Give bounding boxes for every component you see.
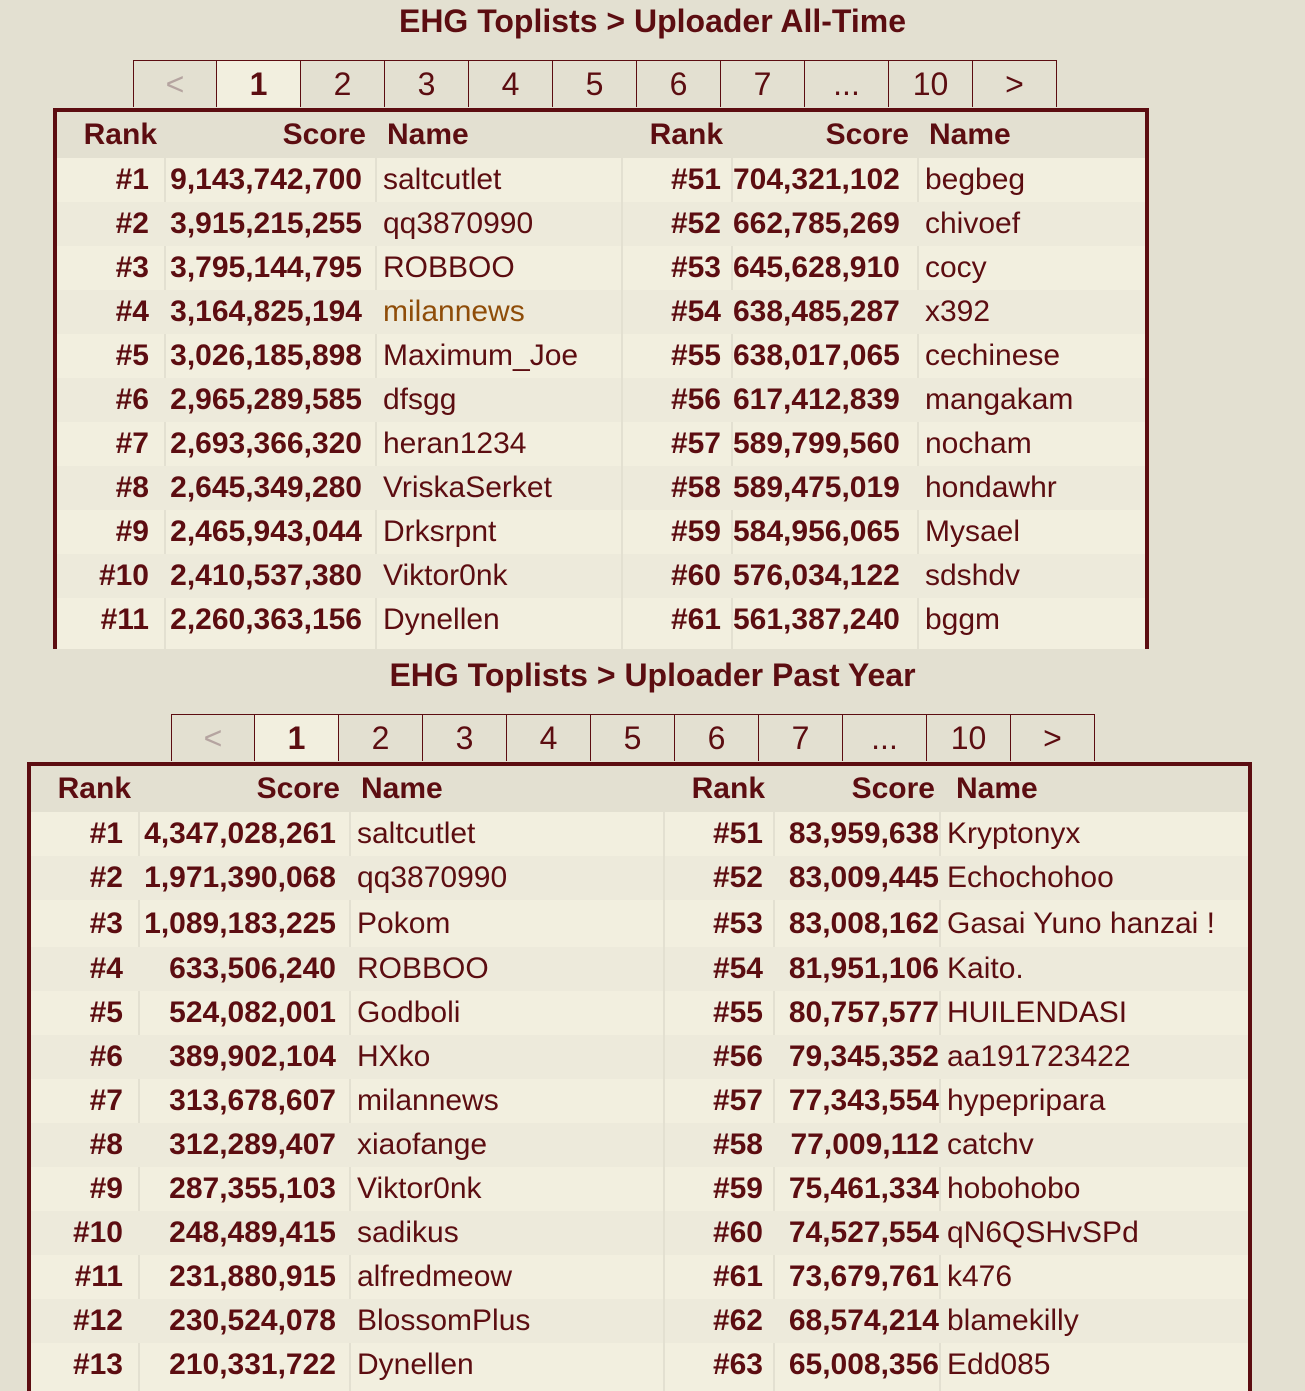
user-link[interactable]: bggm [925,603,1001,636]
score-cell: 68,574,214 [788,1304,939,1337]
name-cell [947,900,1215,947]
name-cell [947,1167,1080,1211]
score-cell: 645,628,910 [733,251,900,284]
table-row [665,1211,1252,1255]
rank-cell: #4 [89,952,123,985]
name-cell [925,598,1000,642]
section-title: EHG Toplists > Uploader Past Year [389,657,916,693]
user-link[interactable]: Godboli [357,996,461,1029]
page-10-button[interactable]: 10 [889,61,973,107]
name-cell [947,947,1024,991]
rank-cell: #4 [115,295,149,328]
page-3-button[interactable]: 3 [423,715,507,761]
score-cell: 74,527,554 [788,1216,939,1249]
pagination [133,60,1057,107]
user-link[interactable]: ROBBOO [383,251,515,284]
name-cell [947,1211,1139,1255]
table-row [31,1211,665,1255]
rank-cell: #63 [712,1348,763,1381]
user-link[interactable]: blamekilly [947,1304,1079,1337]
rank-cell: #13 [72,1348,123,1381]
name-cell [383,378,456,422]
table-row [57,466,623,510]
user-link[interactable]: Viktor0nk [357,1172,482,1205]
name-cell [383,466,552,510]
name-cell [383,290,525,334]
user-link[interactable]: hypepripara [947,1084,1106,1117]
user-link[interactable]: saltcutlet [357,817,476,850]
table-row [665,1167,1252,1211]
score-cell: 210,331,722 [169,1348,336,1381]
header-rank: Rank [649,118,723,151]
table-row [665,812,1252,856]
score-cell: 312,289,407 [169,1128,336,1161]
score-cell: 3,164,825,194 [170,295,362,328]
toplist-table [27,762,1252,1391]
rank-cell: #6 [115,383,149,416]
rank-cell: #60 [712,1216,763,1249]
name-cell [383,598,500,642]
table-row [665,1299,1252,1343]
rank-cell: #3 [89,907,123,940]
header-name: Name [387,118,469,151]
score-cell: 248,489,415 [169,1216,336,1249]
name-cell [357,1079,499,1123]
rank-cell: #51 [670,163,721,196]
rank-cell: #57 [670,427,721,460]
score-cell: 2,965,289,585 [170,383,362,416]
table-row [31,991,665,1035]
name-cell [357,1255,512,1299]
name-cell [383,202,533,246]
left-column [31,812,665,1391]
name-cell [357,991,460,1035]
name-cell [357,1035,430,1079]
table-row [57,378,623,422]
name-cell [357,1167,482,1211]
rank-cell: #62 [712,1304,763,1337]
rank-cell: #60 [670,559,721,592]
header-name: Name [956,772,1038,805]
rank-cell: #6 [89,1040,123,1073]
user-link[interactable]: chivoef [925,207,1021,240]
rank-cell: #5 [115,339,149,372]
score-cell: 638,485,287 [733,295,900,328]
user-link[interactable]: qN6QSHvSPd [947,1216,1139,1249]
score-cell: 584,956,065 [733,515,900,548]
rank-cell: #1 [115,163,149,196]
table-row [31,812,665,856]
table-row [623,202,1145,246]
table-row [57,246,623,290]
name-cell [947,1035,1131,1079]
header-score: Score [825,118,909,151]
user-link[interactable]: qq3870990 [357,861,508,894]
rank-cell: #2 [115,207,149,240]
name-cell [925,466,1057,510]
table-row [665,1123,1252,1167]
name-cell [357,856,507,900]
page-1-button[interactable]: 1 [255,715,339,761]
page-next-button[interactable]: > [1011,715,1095,761]
table-row [623,554,1145,598]
name-cell [357,947,489,991]
score-cell: 1,971,390,068 [144,861,336,894]
user-link[interactable]: sdshdv [925,559,1021,592]
user-link[interactable]: Edd085 [947,1348,1051,1381]
score-cell: 80,757,577 [788,996,939,1029]
section-title: EHG Toplists > Uploader All-Time [398,3,907,39]
header-score: Score [851,772,935,805]
table-row [665,991,1252,1035]
user-link[interactable]: Kaito. [947,952,1024,985]
name-cell [925,158,1025,202]
rank-cell: #55 [670,339,721,372]
page-4-button[interactable]: 4 [507,715,591,761]
table-row [31,1299,665,1343]
rank-cell: #53 [712,907,763,940]
rank-cell: #58 [670,471,721,504]
name-cell [925,510,1020,554]
table-row [623,422,1145,466]
user-link[interactable]: begbeg [925,163,1026,196]
rank-cell: #12 [72,1304,123,1337]
name-cell [357,1343,474,1387]
rank-cell: #55 [712,996,763,1029]
page-ellipsis[interactable]: ... [805,61,889,107]
user-link[interactable]: hobohobo [947,1172,1081,1205]
user-link[interactable]: qq3870990 [383,207,534,240]
user-link[interactable]: cocy [925,251,987,284]
user-link[interactable]: milannews [383,295,525,328]
table-row [623,378,1145,422]
page-2-button[interactable]: 2 [339,715,423,761]
right-column [665,812,1252,1391]
rank-cell: #10 [98,559,149,592]
table-header [57,112,1145,158]
page-6-button[interactable]: 6 [675,715,759,761]
table-row [623,246,1145,290]
user-link[interactable]: mangakam [925,383,1074,416]
user-link[interactable]: Mysael [925,515,1021,548]
table-header [31,766,1248,812]
name-cell [357,1123,487,1167]
score-cell: 3,795,144,795 [170,251,362,284]
rank-cell: #7 [115,427,149,460]
rank-cell: #56 [712,1040,763,1073]
score-cell: 638,017,065 [733,339,900,372]
rank-cell: #54 [670,295,721,328]
score-cell: 73,679,761 [788,1260,939,1293]
name-cell [383,246,515,290]
table-row [665,900,1252,947]
user-link[interactable]: Dynellen [357,1348,474,1381]
page-prev-button[interactable]: < [171,715,255,761]
toplist-table [53,108,1149,649]
user-link[interactable]: cechinese [925,339,1061,372]
table-row [665,947,1252,991]
rank-cell: #3 [115,251,149,284]
score-cell: 313,678,607 [169,1084,336,1117]
rank-cell: #8 [115,471,149,504]
page-next-button[interactable]: > [973,61,1057,107]
name-cell [357,1211,459,1255]
score-cell: 633,506,240 [169,952,336,985]
user-link[interactable]: Viktor0nk [383,559,508,592]
right-column [623,158,1145,649]
rank-cell: #51 [712,817,763,850]
user-link[interactable]: Drksrpnt [383,515,497,548]
name-cell [357,900,450,947]
header-rank: Rank [57,772,131,805]
name-cell [925,202,1020,246]
user-link[interactable]: Kryptonyx [947,817,1081,850]
page-ellipsis[interactable]: ... [843,715,927,761]
score-cell: 1,089,183,225 [144,907,336,940]
rank-cell: #11 [100,603,149,636]
score-cell: 3,915,215,255 [170,207,362,240]
left-column [57,158,623,649]
name-cell [947,991,1127,1035]
rank-cell: #61 [670,603,721,636]
name-cell [925,334,1060,378]
column-divider [663,812,665,1391]
table-row [623,334,1145,378]
user-link[interactable]: hondawhr [925,471,1057,504]
name-cell [947,1343,1050,1387]
rank-cell: #7 [89,1084,123,1117]
table-row [623,598,1145,642]
table-row [665,1035,1252,1079]
score-cell: 589,799,560 [733,427,900,460]
table-row [623,466,1145,510]
score-cell: 81,951,106 [788,952,939,985]
table-row [31,900,665,947]
user-link[interactable]: milannews [357,1084,499,1117]
page-prev-button[interactable]: < [133,61,217,107]
table-row [31,1167,665,1211]
user-link[interactable]: sadikus [357,1216,459,1249]
score-cell: 2,260,363,156 [170,603,362,636]
rank-cell: #56 [670,383,721,416]
score-cell: 231,880,915 [169,1260,336,1293]
score-cell: 2,465,943,044 [170,515,362,548]
score-cell: 589,475,019 [733,471,900,504]
page-2-button[interactable]: 2 [301,61,385,107]
score-cell: 83,009,445 [788,861,939,894]
score-cell: 83,959,638 [788,817,939,850]
header-score: Score [256,772,340,805]
table-row [31,1343,665,1387]
name-cell [383,422,526,466]
score-cell: 77,343,554 [788,1084,939,1117]
score-cell: 287,355,103 [169,1172,336,1205]
page-6-button[interactable]: 6 [637,61,721,107]
name-cell [357,812,475,856]
rank-cell: #58 [712,1128,763,1161]
page-4-button[interactable]: 4 [469,61,553,107]
name-cell [947,856,1114,900]
page-5-button[interactable]: 5 [553,61,637,107]
score-cell: 576,034,122 [733,559,900,592]
user-link[interactable]: Dynellen [383,603,500,636]
name-cell [925,246,987,290]
page-3-button[interactable]: 3 [385,61,469,107]
name-cell [383,334,578,378]
name-cell [925,290,990,334]
user-link[interactable]: VriskaSerket [383,471,552,504]
name-cell [947,812,1080,856]
table-row [623,510,1145,554]
table-row [57,158,623,202]
user-link[interactable]: heran1234 [383,427,527,460]
user-link[interactable]: aa191723422 [947,1040,1131,1073]
user-link[interactable]: xiaofange [357,1128,488,1161]
table-row [665,856,1252,900]
rank-cell: #52 [670,207,721,240]
header-rank: Rank [83,118,157,151]
user-link[interactable]: Maximum_Joe [383,339,579,372]
user-link[interactable]: dfsgg [383,383,457,416]
user-link[interactable]: ROBBOO [357,952,489,985]
table-row [57,422,623,466]
table-row [57,334,623,378]
table-row [623,158,1145,202]
score-cell: 2,410,537,380 [170,559,362,592]
user-link[interactable]: nocham [925,427,1032,460]
page-7-button[interactable]: 7 [721,61,805,107]
table-row [57,598,623,642]
rank-cell: #53 [670,251,721,284]
table-row [665,1343,1252,1387]
score-cell: 389,902,104 [169,1040,336,1073]
name-cell [383,510,496,554]
rank-cell: #52 [712,861,763,894]
page-7-button[interactable]: 7 [759,715,843,761]
page-10-button[interactable]: 10 [927,715,1011,761]
table-row [31,1255,665,1299]
name-cell [947,1123,1034,1167]
score-cell: 65,008,356 [788,1348,939,1381]
header-score: Score [282,118,366,151]
score-cell: 75,461,334 [788,1172,939,1205]
table-row [31,1035,665,1079]
rank-cell: #54 [712,952,763,985]
user-link[interactable]: k476 [947,1260,1013,1293]
rank-cell: #61 [712,1260,763,1293]
user-link[interactable]: Pokom [357,907,451,940]
page-1-button[interactable]: 1 [217,61,301,107]
table-row [57,290,623,334]
header-name: Name [929,118,1011,151]
name-cell [383,554,508,598]
name-cell [925,378,1073,422]
score-cell: 4,347,028,261 [144,817,336,850]
score-cell: 524,082,001 [169,996,336,1029]
rank-cell: #11 [74,1260,123,1293]
table-row [665,1255,1252,1299]
user-link[interactable]: catchv [947,1128,1034,1161]
table-row [57,202,623,246]
user-link[interactable]: HXko [357,1040,431,1073]
user-link[interactable]: BlossomPlus [357,1304,531,1337]
score-cell: 230,524,078 [169,1304,336,1337]
rank-cell: #5 [89,996,123,1029]
table-row [57,554,623,598]
score-cell: 77,009,112 [790,1128,939,1161]
name-cell [357,1299,530,1343]
table-row [623,290,1145,334]
rank-cell: #9 [89,1172,123,1205]
name-cell [947,1079,1105,1123]
rank-cell: #1 [89,817,123,850]
column-divider [621,158,623,649]
table-row [57,510,623,554]
table-row [31,947,665,991]
name-cell [383,158,501,202]
score-cell: 9,143,742,700 [170,163,362,196]
table-row [31,856,665,900]
name-cell [947,1255,1012,1299]
rank-cell: #2 [89,861,123,894]
rank-cell: #59 [712,1172,763,1205]
score-cell: 3,026,185,898 [170,339,362,372]
user-link[interactable]: alfredmeow [357,1260,513,1293]
rank-cell: #57 [712,1084,763,1117]
table-row [31,1123,665,1167]
name-cell [925,554,1020,598]
user-link[interactable]: HUILENDASI [947,996,1128,1029]
score-cell: 2,693,366,320 [170,427,362,460]
user-link[interactable]: Echochohoo [947,861,1114,894]
table-row [665,1079,1252,1123]
page-5-button[interactable]: 5 [591,715,675,761]
user-link[interactable]: x392 [925,295,991,328]
name-cell [947,1299,1079,1343]
user-link[interactable]: Gasai Yuno hanzai ! [947,907,1215,940]
score-cell: 2,645,349,280 [170,471,362,504]
user-link[interactable]: saltcutlet [383,163,502,196]
score-cell: 617,412,839 [733,383,900,416]
name-cell [925,422,1032,466]
score-cell: 704,321,102 [733,163,900,196]
score-cell: 561,387,240 [733,603,900,636]
score-cell: 79,345,352 [788,1040,939,1073]
score-cell: 662,785,269 [733,207,900,240]
header-name: Name [361,772,443,805]
table-row [31,1079,665,1123]
rank-cell: #8 [89,1128,123,1161]
header-rank: Rank [691,772,765,805]
rank-cell: #10 [72,1216,123,1249]
score-cell: 83,008,162 [788,907,939,940]
rank-cell: #59 [670,515,721,548]
rank-cell: #9 [115,515,149,548]
pagination [171,714,1095,761]
